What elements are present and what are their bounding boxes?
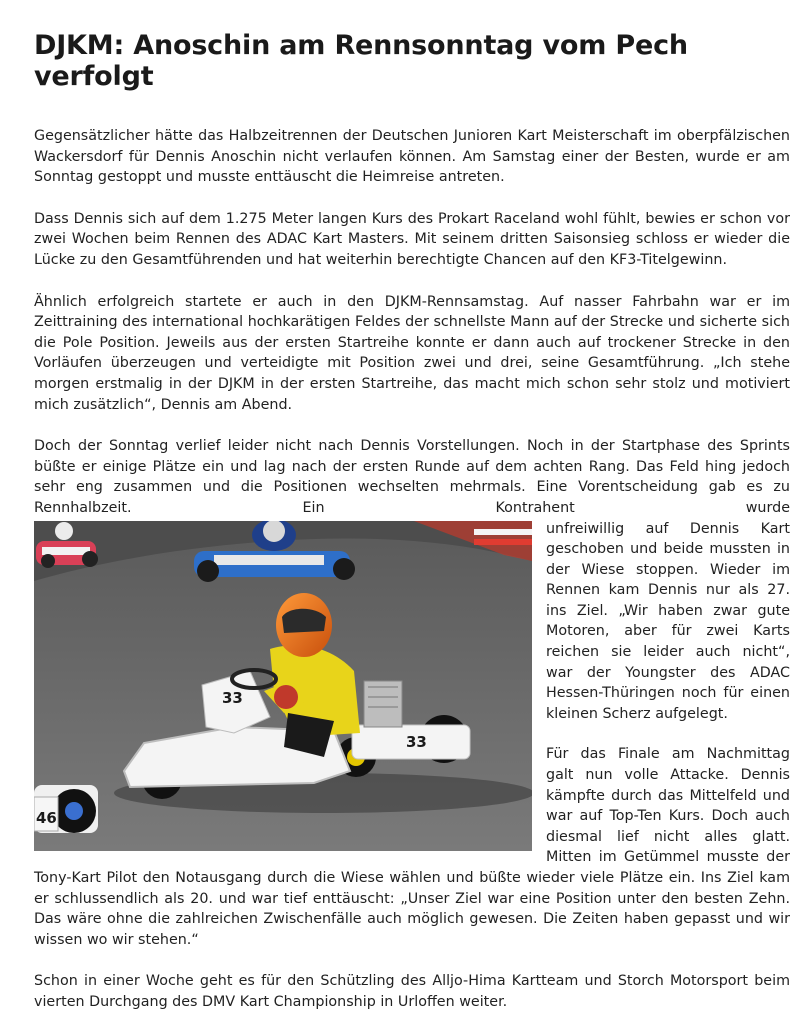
- rear-kart-left: [34, 785, 98, 833]
- kart-race-photo: [34, 521, 532, 851]
- paragraph-4-continued: unfreiwillig auf Dennis Kart geschoben und beide mussten in der Wiese stoppen. Wieder im Rennen kam Dennis nur als 27. ins Ziel. „Wir haben zwar gute Motoren, aber für zwei Karts reichen sie leider auch nicht“, war der Youngster des ADAC Hessen-Thüringen noch für einen kleinen Scherz aufgelegt.: [546, 520, 790, 722]
- kart-number-front: 33: [222, 688, 243, 707]
- paragraph-1: Gegensätzlicher hätte das Halbzeitrennen der Deutschen Junioren Kart Meisterschaft im oberpfälzischen Wackersdorf für Dennis Anoschin nicht verlaufen können. Am Samstag einer der Besten, wurde er am Sonntag gestoppt und musste enttäuscht die Heimreise antreten.: [34, 128, 790, 186]
- paragraph-closing: Schon in einer Woche geht es für den Schützling des Alljo-Hima Kartteam und Storch Motorsport beim vierten Durchgang des DMV Kart Championship in Urloffen weiter.: [34, 973, 790, 1010]
- kart-number-side: 33: [406, 732, 427, 751]
- rear-kart-number: 46: [36, 808, 57, 827]
- photo-wrap-section: [34, 436, 790, 971]
- kart-race-image: [34, 521, 532, 851]
- paragraph-5: Für das Finale am Nachmittag galt nun volle Attacke. Dennis kämpfte durch das Mittelfeld und war auf Top-Ten Kurs. Doch auch diesmal lief nicht alles glatt. Mitten im Getümmel musste der Tony-Kart Pilot den Notausgang durch die Wiese wählen und büßte wieder viele Plätze ein. Ins Ziel kam er schlussendlich als 20. und war tief enttäuscht: „Unser Ziel war eine Position unter den besten Zehn. Das wäre ohne die zahlreichen Zwischenfälle auch möglich gewesen. Die Zeiten haben gepasst und wir wissen wo wir stehen.“: [34, 746, 790, 948]
- article-title: DJKM: Anoschin am Rennsonntag vom Pech verfolgt: [34, 30, 688, 92]
- paragraph-4-lead: Doch der Sonntag verlief leider nicht nach Dennis Vorstellungen. Noch in der Startphase des Sprints büßte er einige Plätze ein und lag nach der ersten Runde auf dem achten Rang. Das Feld hing jedoch sehr eng zusammen und die Positionen wechselten mehrmals. Eine Vorentscheidung gab es zu Rennhalbzeit. Ein Kontrahent wurde: [34, 438, 790, 516]
- paragraph-3: Ähnlich erfolgreich startete er auch in den DJKM-Rennsamstag. Auf nasser Fahrbahn war er im Zeittraining des international hochkarätigen Feldes der schnellste Mann auf der Strecke und sicherte sich die Pole Position. Jeweils aus der ersten Startreihe konnte er dann auch auf trockener Strecke in den Vorläufen überzeugen und verteidigte mit Position zwei und drei, seine Gesamtführung. „Ich stehe morgen erstmalig in der DJKM in der ersten Startreihe, das macht mich schon sehr stolz und motiviert mich zusätzlich“, Dennis am Abend.: [34, 293, 790, 413]
- paragraph-2: Dass Dennis sich auf dem 1.275 Meter langen Kurs des Prokart Raceland wohl fühlt, bewies er schon vor zwei Wochen beim Rennen des ADAC Kart Masters. Mit seinem dritten Saisonsieg schloss er wieder die Lücke zu den Gesamtführenden und hat weiterhin berechtigte Chancen auf den KF3-Titelgewinn.: [34, 210, 790, 268]
